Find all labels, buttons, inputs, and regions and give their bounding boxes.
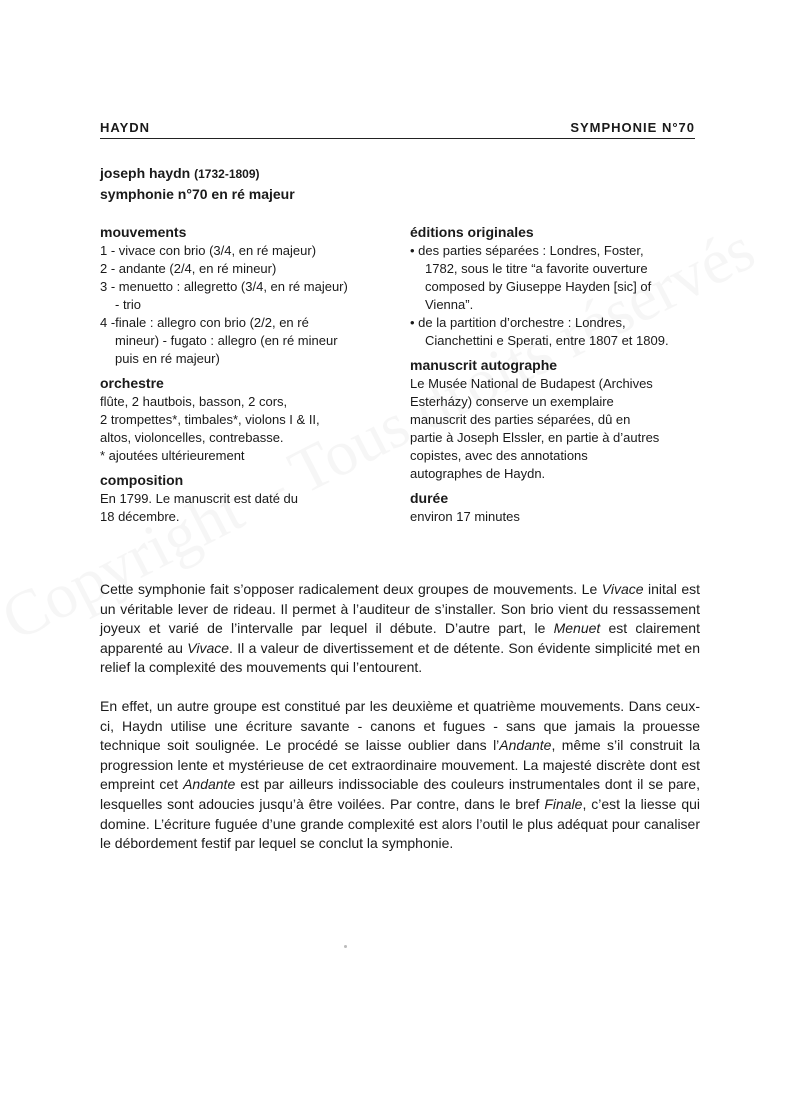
italic-term: Finale [544,795,583,812]
text-run: est par ailleurs indissociable des couleurs instrumentales dont il se pare, lesquelles sont adoucies jusqu’à être voilées. Par contre, dans le bref [100,776,700,812]
section-duree [410,489,705,526]
mouvements-list [100,242,400,368]
section-composition [100,471,400,526]
text-line: 2 - andante (2/4, en ré mineur) [100,261,277,276]
text-line: 3 - menuetto : allegretto (3/4, en ré majeur) [100,279,348,294]
text-line: partie à Joseph Elssler, en partie à d’autres [410,430,660,445]
header-composer: HAYDN [100,120,151,135]
section-heading-editions: éditions originales [410,224,534,240]
text-line: altos, violoncelles, contrebasse. [100,430,284,445]
text-line: En 1799. Le manuscrit est daté du [100,491,299,506]
editions-list [410,242,705,350]
text-line: copistes, avec des annotations [410,448,588,463]
section-heading-composition: composition [100,472,184,488]
section-heading-duree: durée [410,490,449,506]
manuscrit-text [410,375,705,483]
text-run: , même s’il construit la progression lente et mystérieuse de cet extraordinaire mouvement. La majesté discrète dont est empreint cet [100,737,700,793]
text-line: * ajoutées ultérieurement [100,448,245,463]
title-block [100,163,295,204]
section-orchestre [100,374,400,465]
italic-term: Menuet [553,620,601,637]
header-work: SYMPHONIE N°70 [570,120,695,135]
text-line: - trio [115,297,141,312]
section-editions [410,223,705,350]
composition-text [100,490,400,526]
text-line: manuscrit des parties séparées, dû en [410,412,631,427]
text-run: inital est un véritable lever de rideau. Il permet à l’auditeur de s’installer. Son brio vient du ressassement joyeux et varié de l’intervalle par lequel il débute. D’autre part, le [100,581,701,637]
section-heading-orchestre: orchestre [100,375,164,391]
orchestre-text [100,393,400,465]
text-line: mineur) - fugato : allegro (en ré mineur [115,333,338,348]
text-line: composed by Giuseppe Hayden [sic] of [425,279,652,294]
text-run: . Il a valeur de divertissement et de détente. Son évidente simplicité met en relief la complexité des mouvements qui l’entourent. [100,639,700,676]
text-line: Esterházy) conserve un exemplaire [410,394,614,409]
section-heading-mouvements: mouvements [100,224,187,240]
text-line: Vienna”. [425,297,474,312]
text-line: puis en ré majeur) [115,351,220,366]
essay-paragraph [100,580,700,678]
speck-mark [344,945,347,948]
text-line: Le Musée National de Budapest (Archives [410,376,653,391]
composer-name: joseph haydn [100,165,191,181]
header-rule [100,138,695,139]
text-line: flûte, 2 hautbois, basson, 2 cors, [100,394,288,409]
text-line: 1 - vivace con brio (3/4, en ré majeur) [100,243,317,258]
text-line: Cianchettini e Sperati, entre 1807 et 1809. [425,333,669,348]
text-line: 18 décembre. [100,509,180,524]
italic-term: Vivace [601,581,644,597]
title-composer-line [100,163,295,184]
text-line: 1782, sous le titre “a favorite ouverture [425,261,648,276]
left-column [100,223,400,532]
text-run: Cette symphonie fait s’opposer radicalement deux groupes de mouvements. Le [100,581,602,597]
section-mouvements [100,223,400,368]
italic-term: Vivace [187,639,230,656]
italic-term: Andante [499,737,552,754]
text-line: • de la partition d’orchestre : Londres, [410,315,626,330]
italic-term: Andante [183,776,236,793]
essay-body [100,580,700,873]
text-line: • des parties séparées : Londres, Foster, [410,243,644,258]
section-heading-manuscrit: manuscrit autographe [410,357,558,373]
duree-text [410,508,705,526]
text-run: En effet, un autre groupe est constitué par les deuxième et quatrième mouvements. Dans ceux-ci, Haydn utilise une écriture savante - canons et fugues - sans que jamais la prouesse technique soit soulignée. Le procédé se laisse oublier dans l’ [100,697,700,754]
essay-paragraph [100,697,700,854]
text-line: environ 17 minutes [410,509,520,524]
text-line: 2 trompettes*, timbales*, violons I & II, [100,412,320,427]
text-line: autographes de Haydn. [410,466,546,481]
work-title: symphonie n°70 en ré majeur [100,186,295,202]
composer-years: (1732-1809) [194,167,260,181]
text-line: 4 -finale : allegro con brio (2/2, en ré [100,315,309,330]
section-manuscrit [410,356,705,483]
text-run: est clairement apparenté au [100,620,700,656]
right-column [410,223,705,532]
text-run: , c’est la liesse qui domine. L’écriture fuguée d’une grande complexité est alors l’outil le plus adéquat pour canaliser le débordement festif par lequel se conclut la symphonie. [100,795,700,852]
